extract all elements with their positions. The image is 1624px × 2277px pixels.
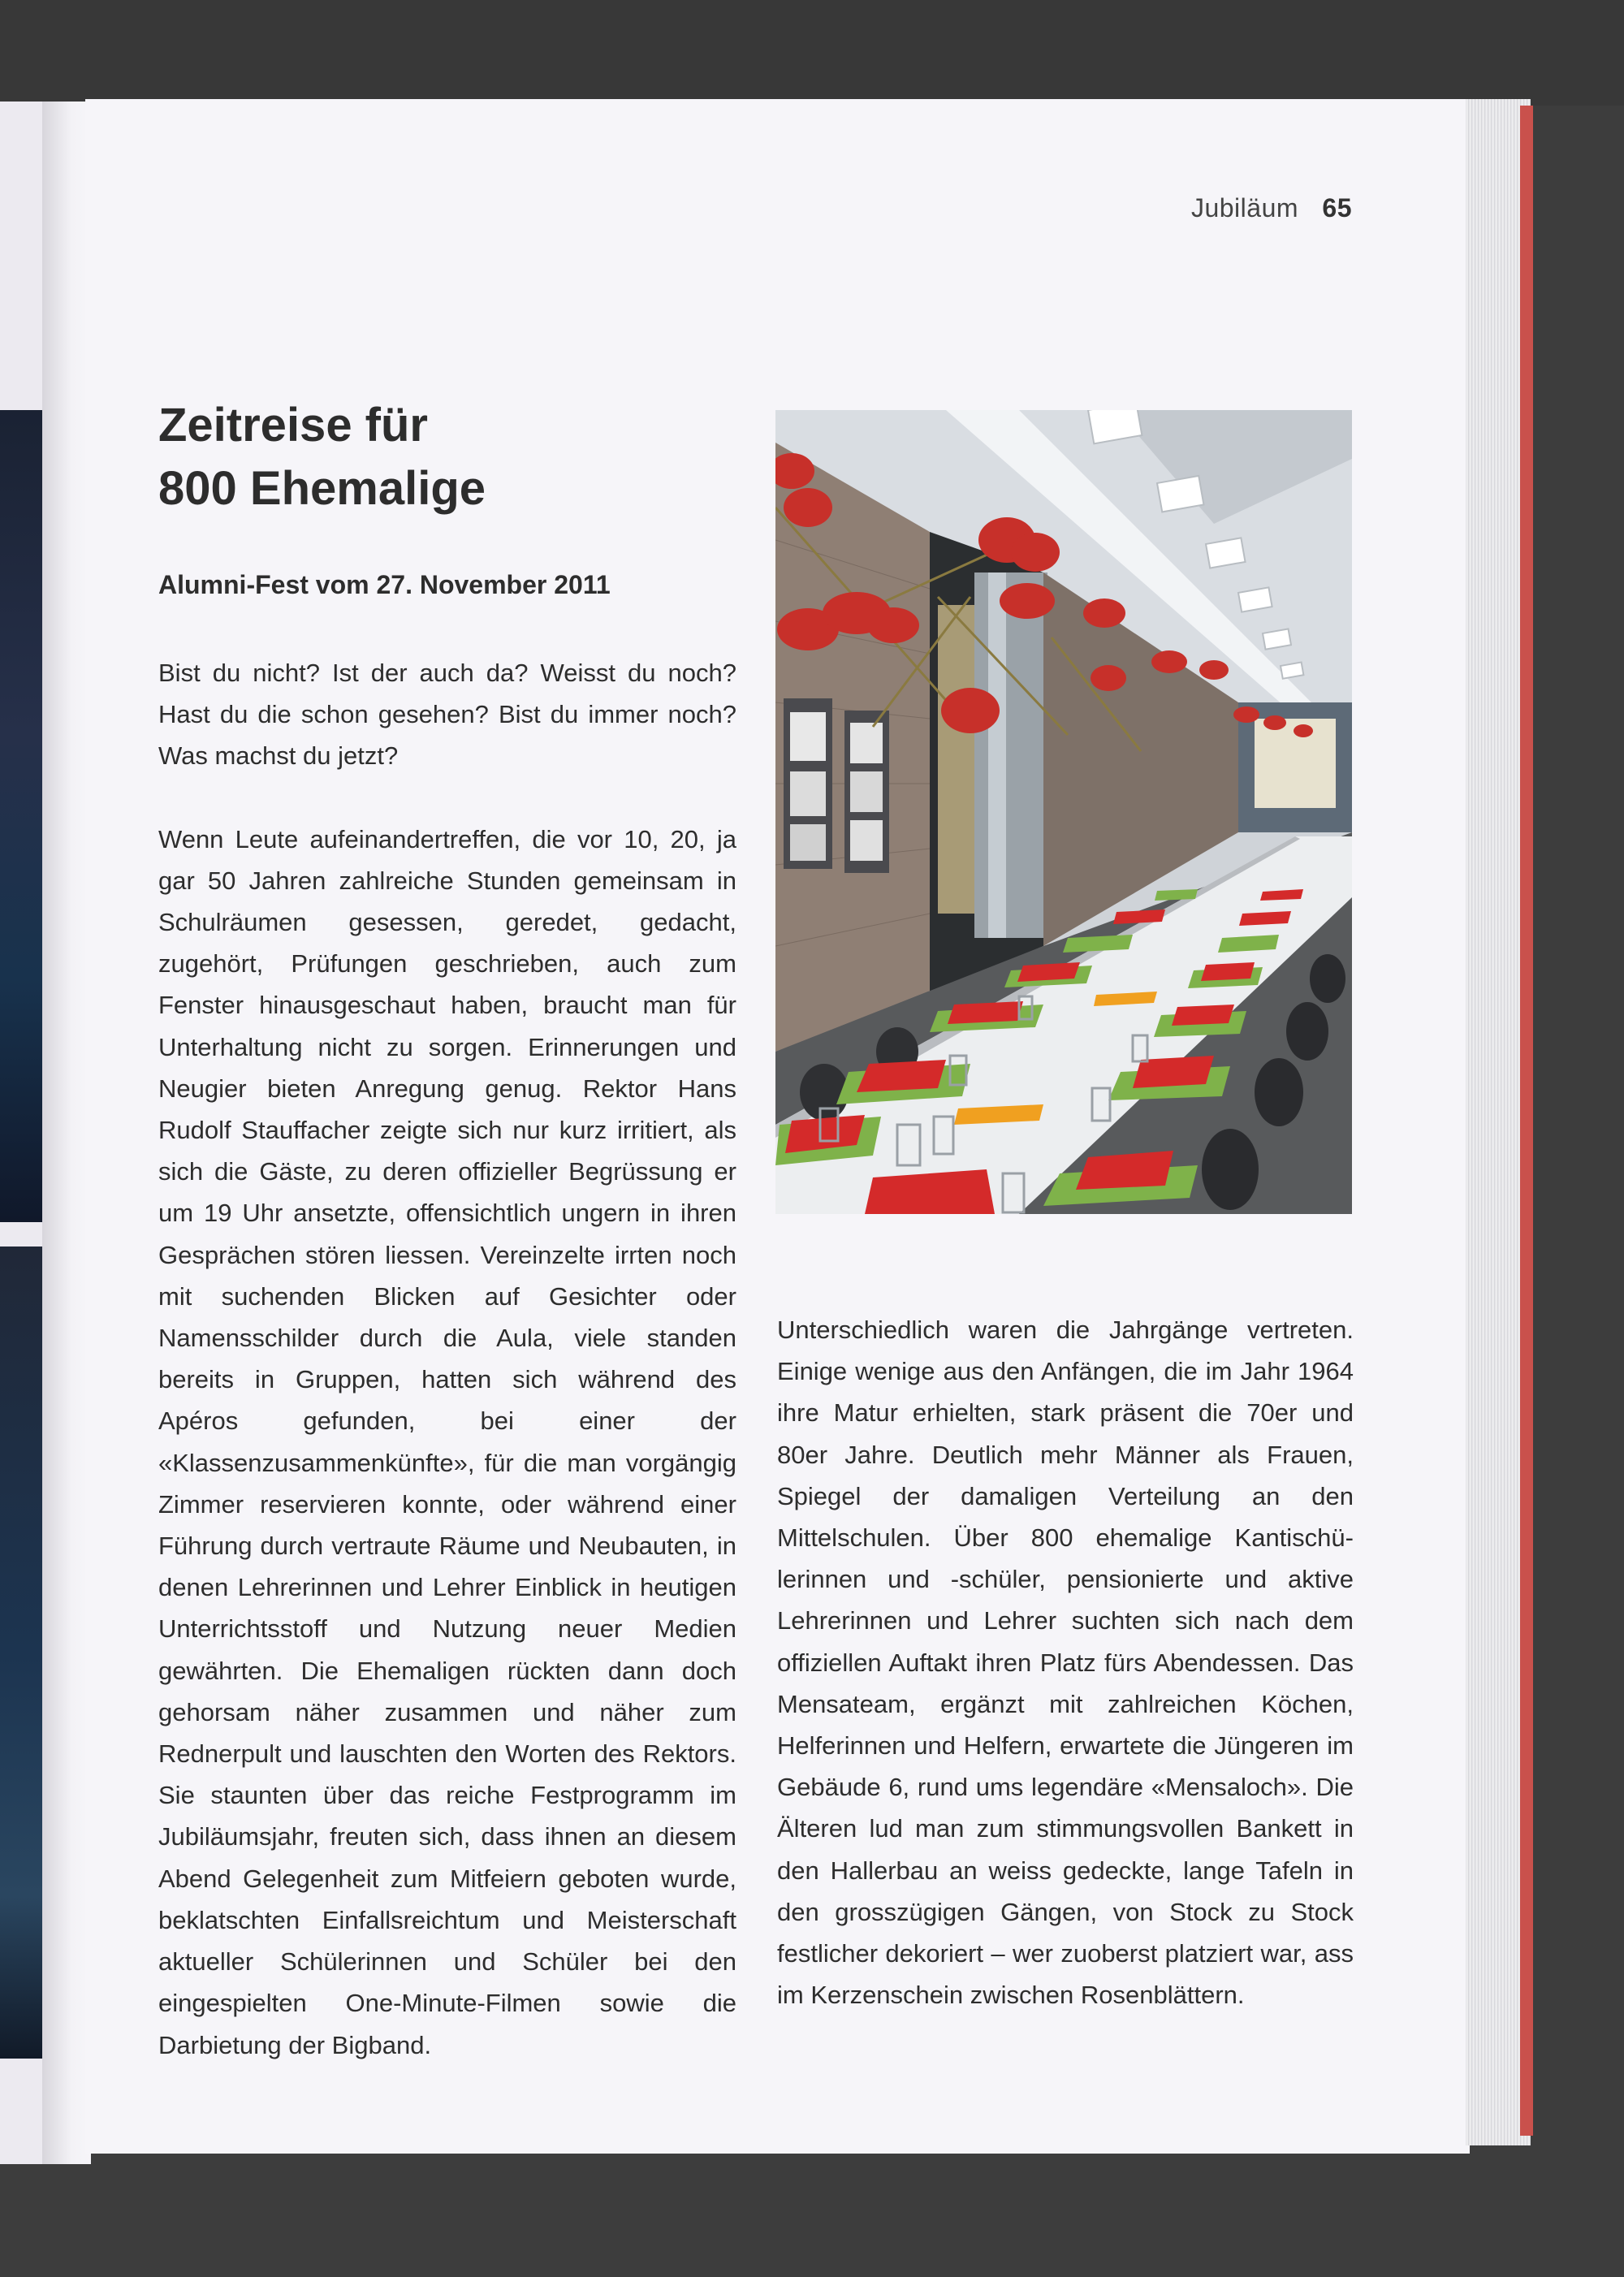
title-line-1: Zeitreise für: [158, 399, 428, 452]
title-line-2: 800 Ehemalige: [158, 462, 486, 515]
article-subtitle: Alumni-Fest vom 27. November 2011: [158, 570, 611, 599]
article-title: [158, 394, 727, 521]
header-section: Jubiläum: [1190, 193, 1299, 223]
text-column-right: [777, 1309, 1354, 2016]
left-page-photo-fragment: [0, 1247, 42, 2059]
scan-background: [0, 0, 1624, 106]
lead-paragraph: Bist du nicht? Ist der auch da? Weisst du noch? Hast du die schon gesehen? Bist du immer noch? Was machst du jetzt?: [158, 659, 736, 771]
book-cover-edge: [1520, 106, 1533, 2136]
banquet-hall-photo: [775, 410, 1352, 1214]
body-paragraph: Unterschiedlich waren die Jahrgänge vertreten. Einige wenige aus den Anfängen, die im Jahr 1964 ihre Matur erhielten, stark präsent die 70er und 80er Jahre. Deutlich mehr Männer als Frauen, Spiegel der damaligen Verteilung an den Mittelschulen. Über 800 ehemalige Kantischülerinnen und -schüler, pensionierte und aktive Lehrerinnen und Lehrer suchten sich nach dem offiziellen Auftakt ihren Platz fürs Abendessen. Das Mensateam, ergänzt mit zahlreichen Köchen, Helferinnen und Helfern, erwartete die Jüngeren im Gebäude 6, rund ums legendäre «Mensaloch». Die Älteren lud man zum stimmungsvollen Bankett in den Hallerbau an weiss gedeckte, lange Tafeln in den grosszügigen Gängen, von Stock zu Stock festlicher dekoriert – wer zuoberst platziert war, ass im Kerzenschein zwischen Rosenblättern.: [777, 1316, 1354, 2010]
body-paragraph: Wenn Leute aufeinandertreffen, die vor 10, 20, ja gar 50 Jahren zahlreiche Stunden gemeinsam in Schulräumen gesessen, geredet, gedacht, zugehört, Prüfungen geschrieben, auch zum Fenster hinausgeschaut haben, braucht man für Unterhaltung nicht zu sorgen. Erinnerungen und Neugier bieten Anregung genug. Rektor Hans Rudolf Stauffacher zeigte sich nur kurz irritiert, als sich die Gäste, zu deren offizieller Begrüssung er um 19 Uhr ansetzte, offensichtlich ungern in ihren Gesprächen stören liessen. Vereinzelte irrten noch mit suchenden Blicken auf Gesichter oder Namensschilder durch die Aula, viele standen bereits in Gruppen, hatten sich während des Apéros gefunden, bei einer der «Klassenzusammenkünfte», für die man vorgängig Zimmer reservieren konnte, oder während einer Führung durch vertraute Räume und Neubauten, in denen Lehrerinnen und Lehrer Einblick in heutigen Unterrichtsstoff und Nutzung neuer Medien gewährten. Die Ehemaligen rückten dann doch gehorsam näher zusammen und näher zum Rednerpult und lauschten den Worten des Rektors. Sie staunten über das reiche Festprogramm im Jubiläumsjahr, freuten sich, dass ihnen an diesem Abend Gelegenheit zum Mitfeiern geboten wurde, beklatschten Einfallsreichtum und Meisterschaft aktueller Schülerinnen und Schüler bei den eingespielten One-Minute-Filmen sowie die Darbietung der Bigband.: [158, 824, 736, 2059]
book-gutter: [42, 102, 91, 2164]
left-page-photo-fragment: [0, 410, 42, 1222]
text-column-left: [158, 652, 736, 2066]
running-header: [1191, 193, 1352, 223]
page-number: 65: [1322, 193, 1352, 223]
